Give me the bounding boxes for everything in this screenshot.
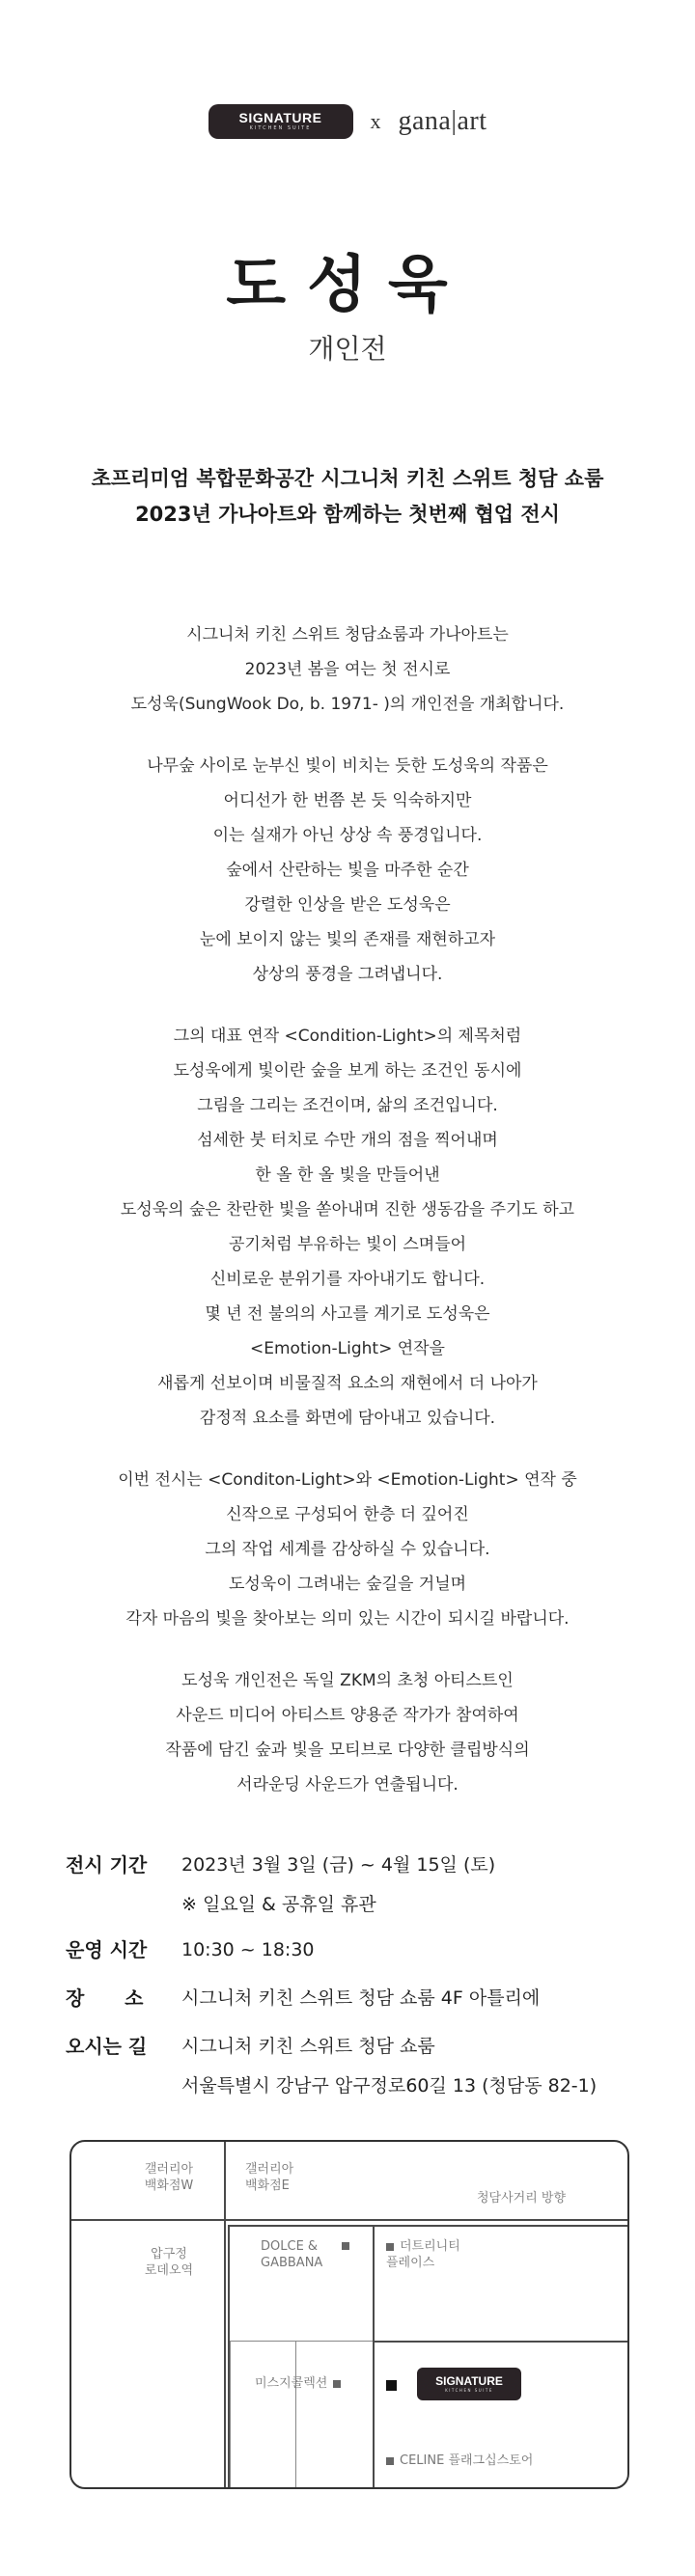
body-line: 사운드 미디어 아티스트 양용준 작가가 참여하여: [176, 1706, 519, 1725]
body-line: 어디선가 한 번쯤 본 듯 익숙하지만: [223, 791, 472, 810]
body-line: 도성욱(SungWook Do, b. 1971- )의 개인전을 개최합니다.: [130, 695, 565, 714]
place-label: 장 소: [66, 1987, 144, 2010]
map-the-trinity-place: 더트리니티 플레이스: [386, 2239, 460, 2270]
page-title: 도성욱: [226, 250, 469, 321]
info-period: [66, 1845, 645, 1885]
body-line: 눈에 보이지 않는 빛의 존재를 재현하고자: [199, 930, 496, 949]
body-line: <Emotion-Light> 연작을: [250, 1339, 445, 1358]
body-line: 그의 작업 세계를 감상하실 수 있습니다.: [205, 1540, 490, 1559]
map-marker: [386, 2457, 394, 2465]
body-line: 작품에 담긴 숲과 빛을 모티브로 다양한 클립방식의: [165, 1740, 530, 1760]
collab-x: x: [370, 109, 381, 133]
map-dolce-gabbana: DOLCE & GABBANA: [261, 2238, 322, 2271]
period-value: 2023년 3월 3일 (금) ~ 4월 15일 (토): [181, 1854, 496, 1876]
period-label: 전시 기간: [66, 1853, 148, 1877]
body-line: 각자 마음의 빛을 찾아보는 의미 있는 시간이 되시길 바랍니다.: [125, 1609, 570, 1629]
body-line: 그림을 그리는 조건이며, 삶의 조건입니다.: [197, 1096, 498, 1115]
exhibition-info: [66, 1845, 645, 2105]
body-line: 감정적 요소를 화면에 담아내고 있습니다.: [199, 1409, 496, 1428]
body-line: 상상의 풍경을 그려냅니다.: [252, 965, 443, 984]
map-marker: [342, 2242, 349, 2250]
body-line: 도성욱 개인전은 독일 ZKM의 초청 아티스트인: [181, 1671, 514, 1690]
gana-art-logo: gana|art: [398, 106, 487, 136]
body-line: 그의 대표 연작 <Condition-Light>의 제목처럼: [173, 1027, 522, 1046]
body-line: 한 올 한 올 빛을 만들어낸: [255, 1165, 440, 1185]
body-paragraph: [0, 1019, 695, 1436]
map-signature-marker: [386, 2377, 410, 2394]
hours-value: 10:30 ~ 18:30: [181, 1939, 315, 1960]
body-line: 신작으로 구성되어 한층 더 깊어진: [226, 1505, 469, 1524]
hours-label: 운영 시간: [66, 1938, 148, 1961]
body-line: 이는 실재가 아닌 상상 속 풍경입니다.: [212, 826, 483, 845]
map-marker: [386, 2380, 397, 2391]
location-map: [70, 2140, 629, 2489]
body-line: 나무숲 사이로 눈부신 빛이 비치는 듯한 도성욱의 작품은: [147, 756, 548, 776]
body-line: 시그니처 키친 스위트 청담쇼룸과 가나아트는: [186, 625, 509, 644]
body-paragraph: [0, 617, 695, 722]
info-hours: [66, 1930, 645, 1970]
page-subtitle: 개인전: [308, 333, 387, 365]
map-road: [373, 2225, 375, 2487]
map-road: [230, 2341, 373, 2342]
body-line: 도성욱이 그려내는 숲길을 거닐며: [228, 1575, 467, 1594]
body-line: 강렬한 인상을 받은 도성욱은: [244, 895, 451, 915]
map-celine: CELINE 플래그십스토어: [386, 2453, 533, 2469]
map-road: [375, 2341, 627, 2343]
map-signature-logo: SIGNATURE KITCHEN SUITE: [417, 2368, 521, 2400]
body-line: 신비로운 분위기를 자아내기도 합니다.: [209, 1270, 486, 1289]
info-place: [66, 1978, 645, 2018]
directions-value: 시그니처 키친 스위트 청담 쇼룸: [181, 2036, 435, 2057]
place-value: 시그니처 키친 스위트 청담 쇼룸 4F 아틀리에: [181, 1987, 541, 2009]
body-line: 도성욱에게 빛이란 숲을 보게 하는 조건인 동시에: [173, 1061, 522, 1081]
headline-line: 초프리미엄 복합문화공간 시그니처 키친 스위트 청담 쇼룸: [91, 467, 604, 490]
map-road: [71, 2219, 627, 2221]
signature-logo: SIGNATURE KITCHEN SUITE: [208, 104, 353, 139]
body-text: [0, 617, 695, 1829]
body-line: 새롭게 선보이며 비물질적 요소의 재현에서 더 나아가: [157, 1374, 538, 1393]
map-cheongdam-direction: 청담사거리 방향: [477, 2191, 567, 2206]
map-marker: [386, 2243, 394, 2251]
headline: [0, 461, 695, 533]
body-line: 서라운딩 사운드가 연출됩니다.: [236, 1775, 459, 1795]
map-road: [224, 2142, 226, 2487]
period-note: ※ 일요일 & 공휴일 휴관: [181, 1894, 376, 1915]
directions-label: 오시는 길: [66, 2035, 148, 2058]
map-road: [230, 2341, 231, 2487]
body-paragraph: [0, 1463, 695, 1636]
body-line: 몇 년 전 불의의 사고를 계기로 도성욱은: [205, 1304, 490, 1324]
map-galleria-e: 갤러리아 백화점E: [245, 2162, 294, 2193]
body-paragraph: [0, 1663, 695, 1802]
map-road: [228, 2225, 627, 2227]
body-paragraph: [0, 749, 695, 992]
info-directions: [66, 2026, 645, 2067]
body-line: 섬세한 붓 터치로 수만 개의 점을 찍어내며: [197, 1131, 498, 1150]
headline-line: 2023년 가나아트와 함께하는 첫번째 협업 전시: [135, 503, 560, 526]
map-marker: [333, 2380, 341, 2388]
body-line: 도성욱의 숲은 찬란한 빛을 쏟아내며 진한 생동감을 주기도 하고: [120, 1200, 575, 1219]
map-galleria-w: 갤러리아 백화점W: [144, 2162, 194, 2193]
address: 서울특별시 강남구 압구정로60길 13 (청담동 82-1): [181, 2075, 598, 2096]
map-apgujeong-rodeo: 압구정 로데오역: [144, 2247, 194, 2278]
body-line: 숲에서 산란하는 빛을 마주한 순간: [226, 861, 469, 880]
body-line: 이번 전시는 <Conditon-Light>와 <Emotion-Light> 연작 중: [118, 1470, 577, 1490]
map-road: [295, 2341, 296, 2487]
header-logos: [0, 104, 695, 139]
body-line: 2023년 봄을 여는 첫 전시로: [244, 660, 451, 679]
map-mijikollection: 미스지콜렉션: [255, 2375, 347, 2392]
body-line: 공기처럼 부유하는 빛이 스며들어: [228, 1235, 467, 1254]
